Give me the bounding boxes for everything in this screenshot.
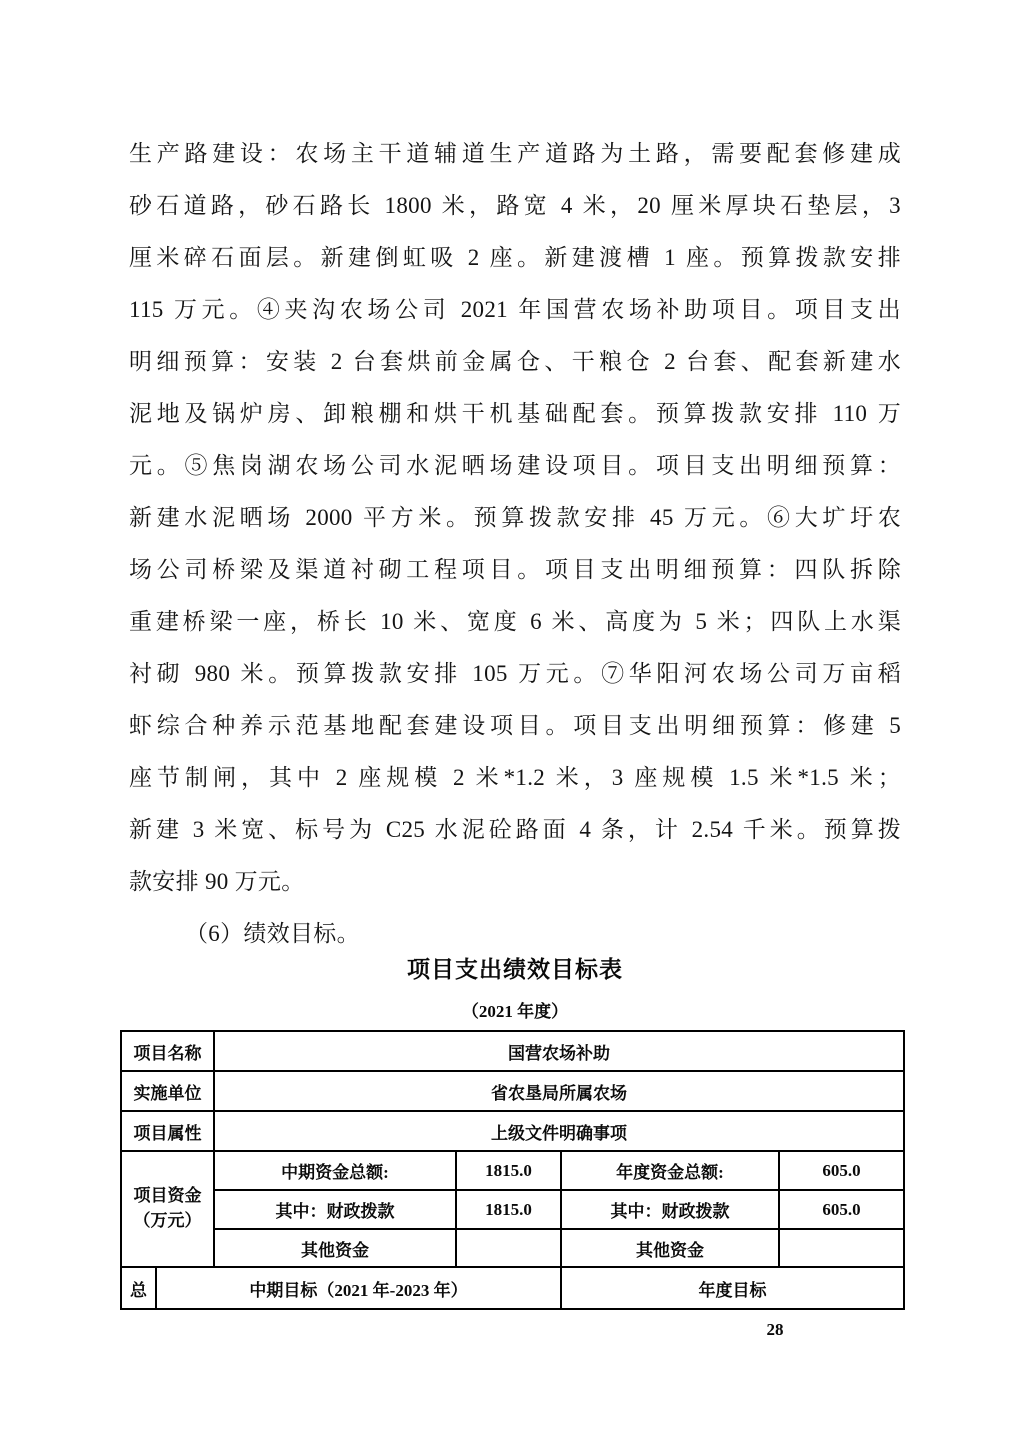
annual-other-value	[779, 1229, 904, 1267]
annual-other-label: 其他资金	[561, 1229, 779, 1267]
project-funds-label	[121, 1151, 214, 1267]
body-line: 重建桥梁一座，桥长 10 米、宽度 6 米、高度为 5 米；四队上水渠	[129, 609, 901, 634]
implementing-unit-label: 实施单位	[121, 1071, 214, 1111]
body-line: 款安排 90 万元。	[129, 869, 305, 894]
project-attribute-value: 上级文件明确事项	[214, 1111, 904, 1151]
body-line: 新建 3 米宽、标号为 C25 水泥砼路面 4 条，计 2.54 千米。预算拨	[129, 817, 901, 842]
annual-total-label: 年度资金总额:	[561, 1151, 779, 1190]
body-line: 厘米碎石面层。新建倒虹吸 2 座。新建渡槽 1 座。预算拨款安排	[129, 245, 901, 270]
midterm-goal-header: 中期目标（2021 年-2023 年）	[156, 1267, 561, 1309]
midterm-other-value	[456, 1229, 561, 1267]
funds-label-line1: 项目资金	[133, 1186, 202, 1206]
body-line: 场公司桥梁及渠道衬砌工程项目。项目支出明细预算：四队拆除	[129, 557, 901, 582]
project-name-label: 项目名称	[121, 1031, 214, 1071]
funds-label-line2: （万元）	[133, 1211, 202, 1230]
implementing-unit-value: 省农垦局所属农场	[214, 1071, 904, 1111]
midterm-other-label: 其他资金	[214, 1229, 456, 1267]
body-line: 虾综合种养示范基地配套建设项目。项目支出明细预算：修建 5	[129, 713, 901, 738]
performance-target-table	[120, 1030, 905, 1310]
body-paragraph	[129, 128, 901, 960]
section-heading-performance-goals: （6）绩效目标。	[185, 921, 360, 946]
body-line: 元。⑤焦岗湖农场公司水泥晒场建设项目。项目支出明细预算：	[129, 453, 901, 478]
annual-fiscal-value: 605.0	[779, 1190, 904, 1229]
page-number: 28	[766, 1320, 784, 1339]
table-row	[121, 1151, 904, 1190]
table-row	[121, 1229, 904, 1267]
midterm-total-value: 1815.0	[456, 1151, 561, 1190]
annual-goal-header: 年度目标	[561, 1267, 904, 1309]
body-line: 新建水泥晒场 2000 平方米。预算拨款安排 45 万元。⑥大圹圩农	[129, 505, 901, 530]
body-line: 衬砌 980 米。预算拨款安排 105 万元。⑦华阳河农场公司万亩稻	[129, 661, 901, 686]
midterm-fiscal-value: 1815.0	[456, 1190, 561, 1229]
annual-total-value: 605.0	[779, 1151, 904, 1190]
table-title: 项目支出绩效目标表	[407, 957, 623, 982]
midterm-total-label: 中期资金总额:	[214, 1151, 456, 1190]
midterm-fiscal-label: 其中：财政拨款	[214, 1190, 456, 1229]
project-name-value: 国营农场补助	[214, 1031, 904, 1071]
body-line: 砂石道路，砂石路长 1800 米，路宽 4 米，20 厘米厚块石垫层，3	[129, 193, 901, 218]
body-line: 泥地及锅炉房、卸粮棚和烘干机基础配套。预算拨款安排 110 万	[129, 401, 901, 426]
table-row	[121, 1071, 904, 1111]
table-row	[121, 1111, 904, 1151]
body-line: 生产路建设：农场主干道辅道生产道路为土路，需要配套修建成	[129, 141, 901, 166]
table-row	[121, 1031, 904, 1071]
table-subtitle-year: （2021 年度）	[461, 1002, 569, 1021]
body-line: 115 万元。④夹沟农场公司 2021 年国营农场补助项目。项目支出	[129, 297, 901, 322]
total-goal-label: 总	[121, 1267, 156, 1309]
body-line: 明细预算：安装 2 台套烘前金属仓、干粮仓 2 台套、配套新建水	[129, 349, 901, 374]
project-attribute-label: 项目属性	[121, 1111, 214, 1151]
table-row	[121, 1267, 904, 1309]
table-row	[121, 1190, 904, 1229]
annual-fiscal-label: 其中：财政拨款	[561, 1190, 779, 1229]
body-line: 座节制闸，其中 2 座规模 2 米*1.2 米，3 座规模 1.5 米*1.5 米；	[129, 765, 901, 790]
